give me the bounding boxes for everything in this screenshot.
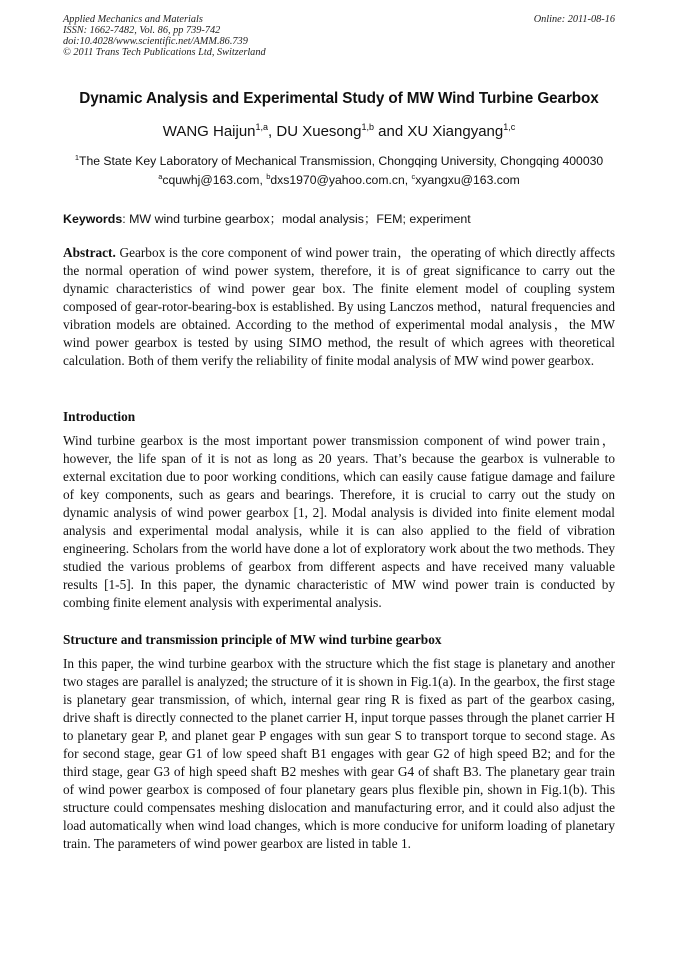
email-separator: , [259,173,267,187]
author-list [0,123,678,140]
author-affil-sup: 1,b [361,122,374,132]
copyright-line: © 2011 Trans Tech Publications Ltd, Switzerland [63,47,266,58]
journal-name: Applied Mechanics and Materials [63,14,203,25]
keywords-text: : MW wind turbine gearbox；modal analysis；FEM; experiment [122,212,471,226]
author-affil-sup: 1,a [255,122,269,132]
affiliation-text: The State Key Laboratory of Mechanical Transmission, Chongqing University, Chongqing 400030 [79,154,604,168]
doi-line: doi:10.4028/www.scientific.net/AMM.86.739 [63,36,248,47]
email-sup: a [158,172,163,181]
keywords-label: Keywords [63,212,123,226]
author-name: DU Xuesong [276,123,362,140]
email-separator: , [404,173,412,187]
abstract-label: Abstract. [63,245,116,260]
online-date: Online: 2011-08-16 [533,14,615,25]
issn-line: ISSN: 1662-7482, Vol. 86, pp 739-742 [63,25,221,36]
section-heading-structure: Structure and transmission principle of MW wind turbine gearbox [63,632,442,647]
email-sup: c [411,172,416,181]
affiliation-line [0,152,678,171]
author-name: XU Xiangyang [407,123,504,140]
affiliation-block [0,152,678,190]
author-separator: , [268,123,277,140]
section-heading-introduction: Introduction [63,409,136,424]
abstract-paragraph [63,244,615,370]
email-line [0,171,678,190]
introduction-paragraph: Wind turbine gearbox is the most important power transmission component of wind power train，however, the life span of it is not as long as 20 years. That’s because the gearbox is vulnerable to external excitation due to poor working conditions, which can easily cause fatigue damage and failure of key components, such as gears and bearings. Therefore, it is crucial to carry out the study on dynamic analysis of wind power gearbox [1, 2]. Modal analysis is divided into finite element modal analysis and experimental modal analysis, while it is can also applied to the field of vibration engineering. Scholars from the world have done a lot of exploratory work about the two methods. They studied the various problems of gearbox from different aspects and have received many valuable results [1-5]. In this paper, the dynamic characteristic of MW wind power train is conducted by combing finite element analysis with experimental analysis. [63,433,615,611]
author-separator: and [373,123,408,140]
paper-title: Dynamic Analysis and Experimental Study of MW Wind Turbine Gearbox [79,90,599,107]
author-name: WANG Haijun [162,123,256,140]
author-affil-sup: 1,c [503,122,516,132]
email-address[interactable]: xyangxu@163.com [415,173,520,187]
email-address[interactable]: dxs1970@yahoo.com.cn [270,173,405,187]
keywords-line [63,209,615,227]
email-address[interactable]: cquwhj@163.com [162,173,260,187]
email-sup: b [266,172,271,181]
journal-header [63,14,615,58]
affiliation-sup: 1 [74,153,80,162]
abstract-text: Gearbox is the core component of wind power train，the operating of which directly affects the normal operation of wind power system, therefore, it is of great significance to carry out the dynamic characteristics of wind power gear box. The finite element model of coupling system composed of gear-rotor-bearing-box is established. By using Lanczos method，natural frequencies and vibration models are obtained. According to the method of experimental modal analysis，the MW wind power gearbox is tested by using SIMO method, the result of which agrees with theoretical calculation. Both of them verify the reliability of finite modal analysis of MW wind power gearbox. [63,245,615,369]
structure-paragraph: In this paper, the wind turbine gearbox with the structure which the fist stage is planetary and another two stages are parallel is analyzed; the structure of it is shown in Fig.1(a). In the gearbox, the first stage is planetary gear transmission, of which, internal gear ring R is fixed as part of the gearbox casing, drive shaft is directly connected to the planet carrier H, input torque passes through the planet carrier H to planetary gear P, and planet gear P engages with sun gear S to transport torque to second stage. As for second stage, gear G1 of low speed shaft B1 engages with gear G2 of high speed B2; and for the third stage, gear G3 of high speed shaft B2 meshes with gear G4 of shaft B3. The planetary gear train of wind power gearbox is composed of four planetary gears plus flexible pin, shown in Fig.1(b). This structure could compensates meshing dislocation and manufacturing error, and it could also adjust the load automatically when wind load changes, which is more conducive for uniform loading of planetary train. The parameters of wind power gearbox are listed in table 1. [63,656,615,852]
